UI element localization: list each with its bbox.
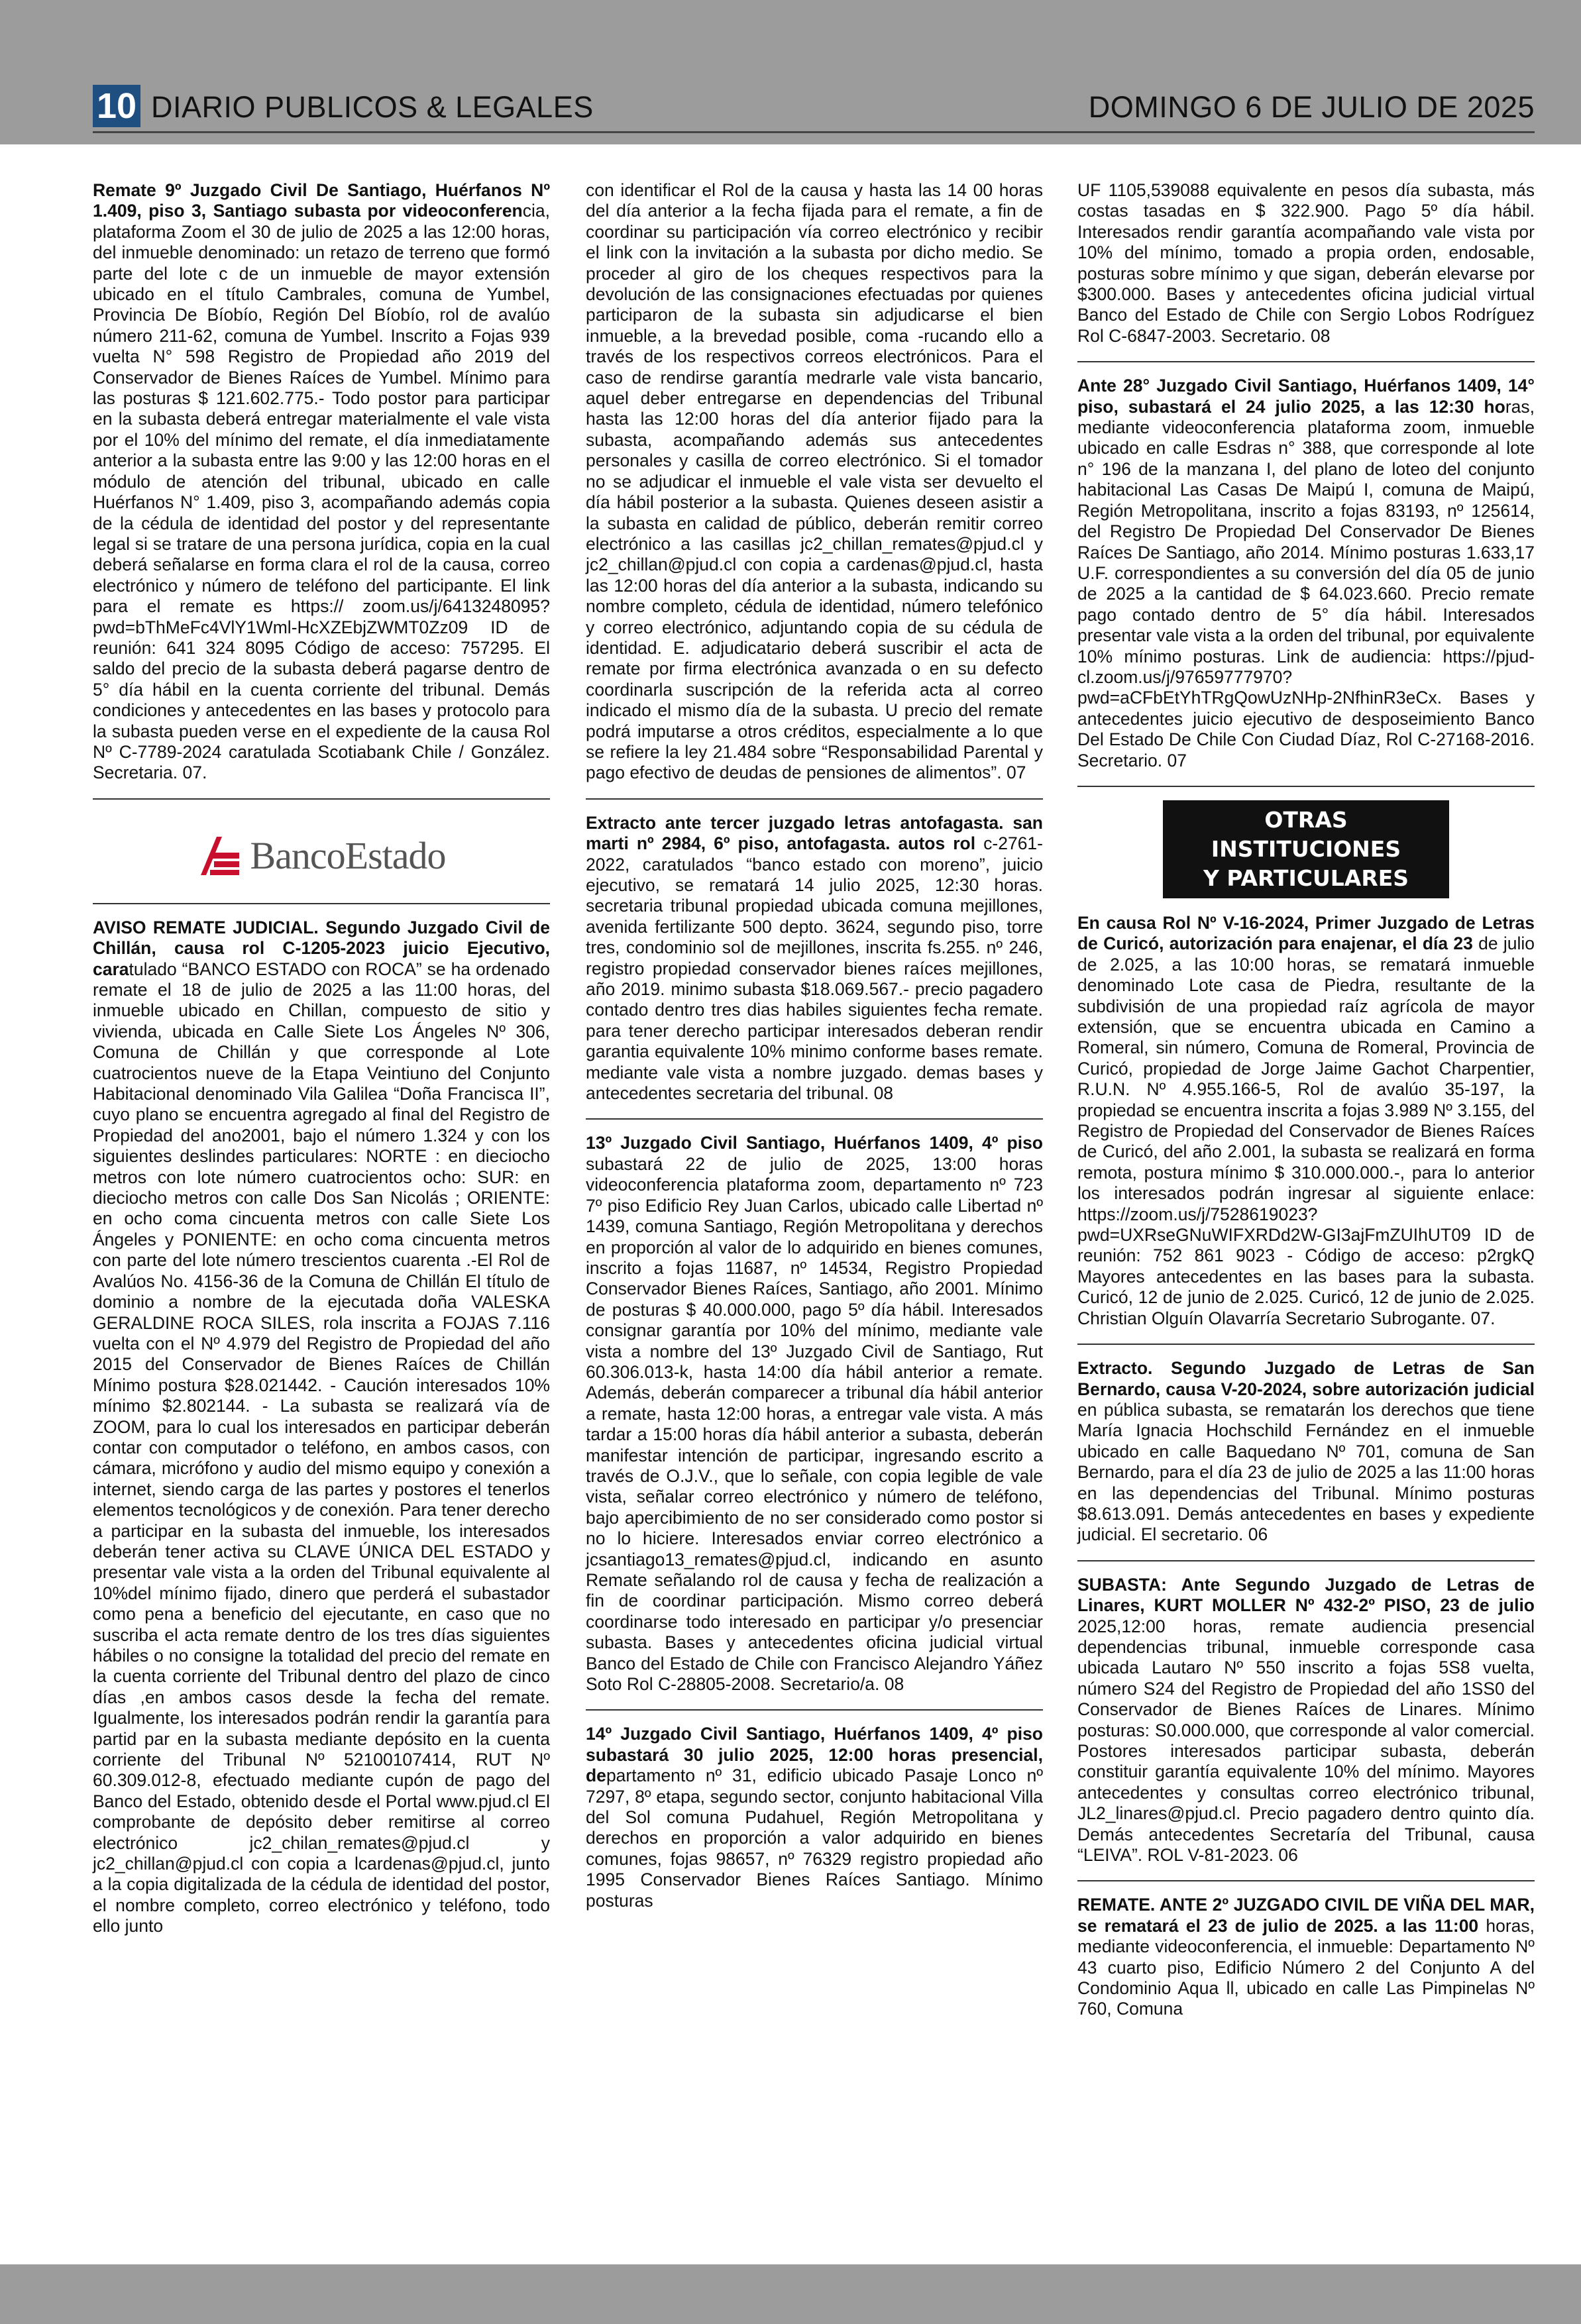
publication-date: DOMINGO 6 DE JULIO DE 2025 <box>1088 90 1535 124</box>
divider <box>93 903 550 904</box>
notice-lead: REMATE. ANTE 2º JUZGADO CIVIL DE VIÑA DEL MAR, se rematará el 23 de julio de 2025. a las 11:00 <box>1077 1895 1535 1936</box>
notice-chillan-continuation <box>586 180 1043 784</box>
column-2 <box>586 180 1043 1911</box>
notice-extracto-antofagasta <box>586 813 1043 1104</box>
notice-body: cia, plataforma Zoom el 30 de julio de 2025 a las 12:00 horas, del inmueble denominado: un retazo de terreno que formó parte del lote c de un inmueble de mayor extensión ubicado en el título Cambrales, comuna de Yumbel, Provincia De Bíobío, Región Del Bíobío, rol de avalúo número 211-62, comuna de Yumbel. Inscrito a Fojas 939 vuelta N° 598 Registro de Propiedad año 2019 del Conservador de Bienes Raíces de Yumbel. Mínimo para las posturas $ 121.602.775.- Todo postor para participar en la subasta deberá entregar materialmente el vale vista por el 10% del mínimo del remate, el día inmediatamente anterior a la subasta entre las 9:00 y las 12:00 horas en el módulo de atención del tribunal, ubicado en calle Huérfanos N° 1.409, piso 3, acompañando además copia de la cédula de identidad del postor y del representante legal si se tratare de una persona jurídica, copia en la cual deberá señalarse en forma clara el rol de la causa, correo electrónico y número de teléfono del participante. El link para el remate es https:// zoom.us/j/6413248095?pwd=bThMeFc4VlY1Wml-HcXZEbjZWMT0Zz09 ID de reunión: 641 324 8095 Código de acceso: 757295. El saldo del precio de la subasta deberá pagarse dentro de 5° día hábil en la cuenta corriente del tribunal. Demás condiciones y antecedentes en las bases y protocolo para la subasta pueden verse en el expediente de la causa Rol Nº C-7789-2024 caratulada Scotiabank Chile / González. Secretaria. 07. <box>93 201 550 783</box>
section-banner-line-1: OTRAS INSTITUCIONES <box>1211 806 1401 862</box>
notice-13-juzgado-civil <box>586 1133 1043 1695</box>
notice-14-juzgado-continuation <box>1077 180 1535 346</box>
bancoestado-logo <box>93 813 550 899</box>
notice-body: partamento nº 31, edificio ubicado Pasaje Lonco nº 7297, 8º etapa, segundo sector, conjunto habitacional Villa del Sol comuna Pudahuel, Región Metropolitana y derechos en proporción a valor adquirido en bienes comunes, fojas 98657, nº 76329 registro propiedad año 1995 Conservador Bienes Raíces Santiago. Mínimo posturas <box>586 1766 1043 1911</box>
notice-body: tulado “BANCO ESTADO con ROCA” se ha ordenado remate el 18 de julio de 2025 a las 11:00 horas, del inmueble ubicado en Chillan, compuesto de sitio y vivienda, ubicada en Calle Siete Los Ángeles Nº 306, Comuna de Chillán y que corresponde al Lote cuatrocientos nueve de la Etapa Veintiuno del Conjunto Habitacional denominado Vila Galilea “Doña Francisca II”, cuyo plano se encuentra agregado al final del Registro de Propiedad del ano2001, bajo el número 1.324 y con los siguientes deslindes particulares: NORTE : en dieciocho metros con lote número cuatrocientos ocho: SUR: en dieciocho metros con calle Dos San Nicolás ; ORIENTE: en ocho coma cincuenta metros con calle Siete Los Ángeles y PONIENTE: en ocho coma cincuenta metros con parte del lote número trescientos cuarenta .-El Rol de Avalúos No. 4156-36 de la Comuna de Chillán El título de dominio a nombre de la ejecutada doña VALESKA GERALDINE ROCA SILES, rola inscrita a FOJAS 7.116 vuelta con el Nº 4.979 del Registro de Propiedad del año 2015 del Conservador de Bienes Raíces de Chillán Mínimo postura $28.021442. - Caución interesados 10% mínimo $2.802144. - La subasta se realizará vía de ZOOM, para lo cual los interesados en participar deberán contar con computador o teléfono, en ambos casos, con cámara, micrófono y audio del mismo equipo y conexión a internet, siendo carga de las partes y postores el tenerlos elementos tecnológicos y de conexión. Para tener derecho a participar en la subasta del inmueble, los interesados deberán tener activa su CLAVE ÚNICA DEL ESTADO y presentar vale vista a la orden del Tribunal equivalente al 10%del mínimo fijado, dinero que perderá el subastador como pena a beneficio del ejecutante, en caso que no suscriba el acta remate dentro de los tres días siguientes hábiles o no consigne la totalidad del precio del remate en la cuenta corriente del Tribunal dentro del plazo de cinco días ,en ambos casos desde la fecha del remate. Igualmente, los interesados podrán rendir la garantía para partid par en la subasta mediante depósito en la cuenta corriente del Tribunal Nº 52100107414, RUT Nº 60.309.012-8, efectuado mediante cupón de pago del Banco del Estado, obtenido desde el Portal www.pjud.cl El comprobante de depósito deber remitirse al correo electrónico jc2_chilan_remates@pjud.cl y jc2_chillan@pjud.cl con copia a lcardenas@pjud.cl, junto a la copia digitalizada de la cédula de identidad del postor, el nombre completo, correo electrónico y teléfono, todo ello junto <box>93 959 550 1936</box>
column-3 <box>1077 180 1535 2020</box>
page-number: 10 <box>93 85 140 127</box>
notice-body: de julio de 2.025, a las 10:00 horas, se rematará inmueble denominado Lote casa de Piedra, resultante de la subdivisión de una propiedad raíz agrícola de mayor extensión, que se encuentra ubicada en Camino a Romeral, sin número, Comuna de Romeral, Provincia de Curicó, propiedad de Jorge Jaime Gachot Charpentier, R.U.N. Nº 4.955.166-5, Rol de avalúo 35-197, la propiedad se encuentra inscrita a fojas 3.989 Nº 3.155, del Registro de Propiedad del Conservador de Bienes Raíces de Curicó, del año 2.001, la subasta se realizará en forma remota, postura mínimo $ 310.000.000.-, para lo anterior los interesados podrán ingresar al siguiente enlace: https://zoom.us/j/7528619023?pwd=UXRseGNuWIFXRDd2W-GI3ajFmZUIhUT09 ID de reunión: 752 861 9023 - Código de acceso: p2rgkQ Mayores antecedentes en las bases para la subasta. Curicó, 12 de junio de 2.025. Curicó, 12 de junio de 2.025. Christian Olguín Olavarría Secretario Subrogante. 07. <box>1077 933 1535 1328</box>
notice-lead: En causa Rol Nº V-16-2024, Primer Juzgado de Letras de Curicó, autorización para enajenar, el día 23 <box>1077 912 1535 954</box>
notice-body: horas, mediante videoconferencia, el inmueble: Departamento Nº 43 cuarto piso, Edificio Número 2 del Conjunto A del Condominio Aqua ll, ubicado en calle Las Pimpinelas Nº 760, Comuna <box>1077 1915 1535 2019</box>
notice-body: ras, mediante videoconferencia plataforma zoom, inmueble ubicado en calle Esdras n° 388, que corresponde al lote n° 196 de la manzana I, del plano de loteo del conjunto habitacional Las Casas De Maipú I, comuna de Maipú, Región Metropolitana, inscrito a fojas 83193, nº 125614, del Registro De Propiedad Del Conservador De Bienes Raíces De Santiago, año 2014. Mínimo posturas 1.633,17 U.F. correspondientes a su conversión del día 05 de junio de 2025 a la cantidad de $ 64.023.660. Precio remate pago contado dentro de 5° día hábil. Interesados presentar vale vista a la orden del tribunal, por equivalente 10% mínimo posturas. Link de audiencia: https://pjud-cl.zoom.us/j/97659777970?pwd=aCFbEtYhTRgQowUzNHp-2NfhinR3eCx. Bases y antecedentes juicio ejecutivo de desposeimiento Banco Del Estado De Chile Con Ciudad Díaz, Rol C-27168-2016. Secretario. 07 <box>1077 396 1535 770</box>
notice-lead: Extracto. Segundo Juzgado de Letras de San Bernardo, causa V-20-2024, sobre autorización judicial <box>1077 1358 1535 1399</box>
page-header <box>93 85 1535 127</box>
notice-body: UF 1105,539088 equivalente en pesos día subasta, más costas tasadas en $ 322.900. Pago 5º día hábil. Interesados rendir garantía acompañando vale vista por 10% del mínimo, tomado a propia orden, endosable, posturas sobre mínimo y que sigan, deberán elevarse por $300.000. Bases y antecedentes oficina judicial virtual Banco del Estado de Chile con Sergio Lobos Rodríguez Rol C-6847-2003. Secretario. 08 <box>1077 180 1535 346</box>
divider <box>1077 361 1535 362</box>
notice-body: en pública subasta, se rematarán los derechos que tiene María Ignacia Hochschild Fernández en el inmueble ubicado en calle Baquedano Nº 701, comuna de San Bernardo, para el día 23 de julio de 2025 a las 11:00 horas en las dependencias del Tribunal. Mínimo posturas $8.613.091. Demás antecedentes en bases y expediente judicial. El secretario. 06 <box>1077 1399 1535 1545</box>
divider <box>586 798 1043 800</box>
notice-linares <box>1077 1575 1535 1866</box>
publication-title: DIARIO PUBLICOS & LEGALES <box>151 90 594 124</box>
notice-aviso-remate-chillan <box>93 918 550 1937</box>
notice-lead: 13º Juzgado Civil Santiago, Huérfanos 1409, 4º piso <box>586 1133 1043 1153</box>
notice-lead: Remate 9º Juzgado Civil De Santiago, Huérfanos Nº 1.409, piso 3, Santiago subasta por videoconferen <box>93 180 550 221</box>
notice-28-juzgado-civil <box>1077 376 1535 771</box>
section-banner <box>1077 800 1535 898</box>
notice-body: con identificar el Rol de la causa y hasta las 14 00 horas del día anterior a la fecha fijada para el remate, a fin de coordinar su participación vía correo electrónico y recibir el link con la invitación a la subasta por dicho medio. Se proceder al giro de los cheques respectivos para la devolución de las consignaciones efectuadas por quienes participaron de la subasta sin adjudicarse el bien inmueble, a la brevedad posible, coma -rucando ello a través de los respectivos correos electrónicos. Para el caso de rendirse garantía medrarle vale vista bancario, aquel deber entregarse en dependencias del Tribunal hasta las 12:00 horas del día anterior fijado para la subasta, acompañando además sus antecedentes personales y casilla de correo electrónico. Si el tomador no se adjudicar el inmueble el vale vista ser devuelto el día hábil posterior a la subasta. Quienes deseen asistir a la subasta en calidad de público, deberán remitir correo electrónico a las casillas jc2_chillan_remates@pjud.cl y jc2_chillan@pjud.cl con copia a cardenas@pjud.cl, hasta las 12:00 horas del día anterior a la subasta, indicando su nombre completo, cédula de identidad, número telefónico y correo electrónico, adjuntando copia de su cédula de identidad. E. adjudicatario deberá suscribir el acta de remate por firma electrónica avanzada o en su defecto coordinarla suscripción de la referida acta al correo indicado el mismo día de la subasta. U precio del remate podrá imputarse a otros créditos, especialmente a lo que se refiere la ley 21.484 sobre “Responsabilidad Parental y pago efectivo de deudas de pensiones de alimentos”. 07 <box>586 180 1043 783</box>
notice-lead: Extracto ante tercer juzgado letras antofagasta. san marti nº 2984, 6º piso, antofagasta. autos rol <box>586 812 1043 854</box>
divider <box>1077 1880 1535 1881</box>
divider <box>1077 786 1535 787</box>
notice-remate-9-juzgado <box>93 180 550 784</box>
section-banner-line-2: Y PARTICULARES <box>1203 865 1409 891</box>
divider <box>586 1118 1043 1120</box>
notice-san-bernardo <box>1077 1358 1535 1546</box>
divider <box>1077 1344 1535 1345</box>
notice-lead: Ante 28° Juzgado Civil Santiago, Huérfanos 1409, 14° piso, subastará el 24 julio 2025, a las 12:30 ho <box>1077 376 1535 417</box>
divider <box>93 798 550 800</box>
section-banner-box <box>1163 800 1449 898</box>
bancoestado-logo-text: BancoEstado <box>250 834 446 878</box>
column-1 <box>93 180 550 1937</box>
bancoestado-logo-icon <box>197 833 243 879</box>
divider <box>1077 1560 1535 1561</box>
notice-lead: 14º Juzgado Civil Santiago, Huérfanos 1409, 4º piso subastará 30 julio 2025, 12:00 horas presencial, de <box>586 1724 1043 1786</box>
notice-curico <box>1077 913 1535 1329</box>
notice-lead: SUBASTA: Ante Segundo Juzgado de Letras de Linares, KURT MOLLER Nº 432-2º PISO, 23 de julio <box>1077 1574 1535 1616</box>
notice-body: subastará 22 de julio de 2025, 13:00 horas videoconferencia plataforma zoom, departamento nº 723 7º piso Edificio Rey Juan Carlos, ubicado calle Libertad nº 1439, comuna Santiago, Región Metropolitana y derechos en proporción al valor de lo adquirido en bienes comunes, inscrito a fojas 11687, nº 14534, Registro Propiedad Conservador Bienes Raíces, Santiago, año 2001. Mínimo de posturas $ 40.000.000, pago 5º día hábil. Interesados consignar garantía por 10% del mínimo, mediante vale vista a nombre del 13º Juzgado Civil de Santiago, Rut 60.306.013-k, hasta 14:00 día hábil anterior a remate. Además, deberán comparecer a tribunal día hábil anterior a remate, hasta 12:00 horas, a entregar vale vista. A más tardar a 15:00 horas día hábil anterior a subasta, deberán manifestar intención de participar, ingresando escrito a través de O.J.V., que lo señale, con copia legible de vale vista, señalar correo electrónico y número de teléfono, bajo apercibimiento de no ser considerado como postor si no lo hiciere. Interesados enviar correo electrónico a jcsantiago13_remates@pjud.cl, indicando en asunto Remate señalando rol de causa y fecha de realización a fin de coordinar participación. Mismo correo deberá coordinarse todo interesado en participar y/o presenciar subasta. Bases y antecedentes oficina judicial virtual Banco del Estado de Chile con Francisco Alejandro Yáñez Soto Rol C-28805-2008. Secretario/a. 08 <box>586 1153 1043 1695</box>
header-rule <box>93 131 1535 133</box>
notice-body: 2025,12:00 horas, remate audiencia presencial dependencias tribunal, inmueble corresponde casa ubicada Lautaro Nº 550 inscrito a fojas 5S8 vuelta, número S24 del Registro de Propiedad del año 1SS0 del Conservador de Bienes Raíces de Linares. Mínimo posturas: S0.000.000, que corresponde al valor comercial. Postores interesados participar subasta, deberán constituir garantía equivalente 10% del mínimo. Mayores antecedentes y consultas correo electrónico tribunal, JL2_linares@pjud.cl. Precio pagadero dentro quinto día. Demás antecedentes Secretaría del Tribunal, causa “LEIVA”. ROL V-81-2023. 06 <box>1077 1616 1535 1866</box>
notice-14-juzgado-civil <box>586 1724 1043 1911</box>
notice-vina-del-mar <box>1077 1895 1535 2019</box>
divider <box>586 1709 1043 1711</box>
notice-body: c-2761-2022, caratulados “banco estado con moreno”, juicio ejecutivo, se rematará 14 julio 2025, 12:30 horas. secretaria tribunal propiedad ubicada comuna mejillones, avenida fertilizante 500 depto. 3624, segundo piso, torre tres, condominio sol de mejillones, inscrita fs.255. nº 246, registro propiedad conservador bienes raíces mejillones, año 2019. minimo subasta $18.069.567.- precio pagadero contado dentro tres dias habiles siguientes fecha remate. para tener derecho participar interesados deberan rendir garantia equivalente 10% minimo conforme bases remate. mediante vale vista a nombre juzgado. demas bases y antecedentes secretaria del tribunal. 08 <box>586 833 1043 1104</box>
notice-lead: AVISO REMATE JUDICIAL. Segundo Juzgado Civil de Chillán, causa rol C-1205-2023 juicio Ejecutivo, cara <box>93 917 550 979</box>
